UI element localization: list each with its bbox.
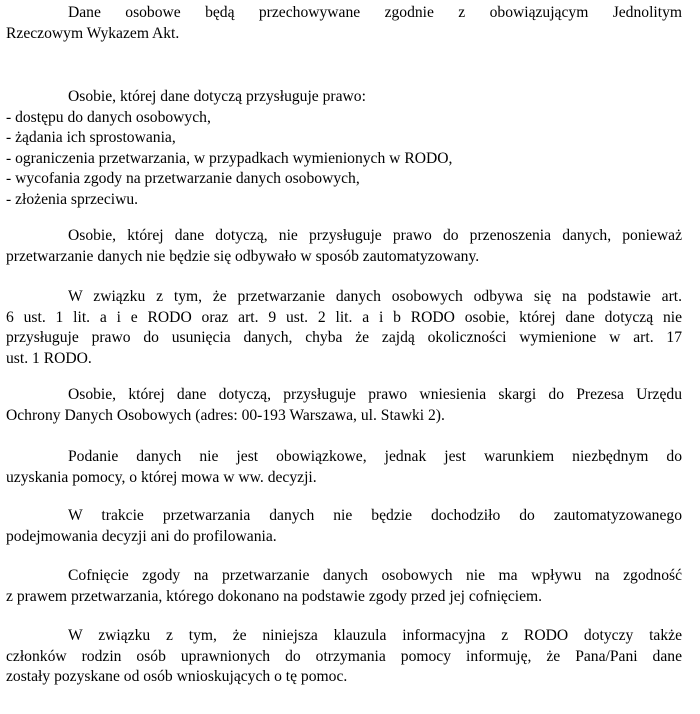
paragraph-line: z prawem przetwarzania, którego dokonano na podstawie zgody przed jej cofnięciem. — [6, 587, 543, 605]
paragraph-withdrawal — [6, 566, 682, 607]
paragraph-line: Ochrony Danych Osobowych (adres: 00-193 Warszawa, ul. Stawki 2). — [6, 406, 445, 424]
paragraph-portability — [6, 226, 682, 267]
paragraph-line: Dane osobowe będą przechowywane zgodnie z obowiązującym Jednolitym — [68, 4, 682, 21]
paragraph-line: członków rodzin osób uprawnionych do otrzymania pomocy informuję, że Pana/Pani dane — [6, 647, 682, 665]
rights-intro: Osobie, której dane dotyczą przysługuje prawo: — [68, 88, 366, 105]
paragraph-line: ust. 1 RODO. — [6, 349, 92, 367]
paragraph-rights — [6, 87, 682, 211]
paragraph-line: W związku z tym, że niniejsza klauzula informacyjna z RODO dotyczy także — [68, 627, 682, 644]
paragraph-line: uzyskania pomocy, o której mowa w ww. decyzji. — [6, 468, 317, 486]
list-item: - dostępu do danych osobowych, — [6, 108, 211, 126]
paragraph-line: Osobie, której dane dotyczą, nie przysługuje prawo do przenoszenia danych, ponieważ — [68, 227, 682, 244]
paragraph-obligation — [6, 447, 682, 488]
paragraph-line: Rzeczowym Wykazem Akt. — [6, 24, 180, 42]
paragraph-retention — [6, 3, 682, 44]
paragraph-profiling — [6, 506, 682, 547]
paragraph-line: Cofnięcie zgody na przetwarzanie danych osobowych nie ma wpływu na zgodność — [68, 567, 682, 584]
paragraph-line: podejmowania decyzji ani do profilowania. — [6, 527, 277, 545]
list-item: - żądania ich sprostowania, — [6, 129, 176, 147]
paragraph-family-members — [6, 626, 682, 688]
paragraph-complaint — [6, 385, 682, 426]
paragraph-line: przetwarzanie danych nie będzie się odbywało w sposób zautomatyzowany. — [6, 247, 480, 265]
paragraph-line: 6 ust. 1 lit. a i e RODO oraz art. 9 ust. 2 lit. a i b RODO osobie, której dane dotyczą nie — [6, 308, 682, 326]
paragraph-line: W związku z tym, że przetwarzanie danych osobowych odbywa się na podstawie art. — [68, 288, 682, 305]
list-item: - ograniczenia przetwarzania, w przypadkach wymienionych w RODO, — [6, 149, 453, 167]
paragraph-line: Osobie, której dane dotyczą, przysługuje prawo wniesienia skargi do Prezesa Urzędu — [68, 386, 682, 403]
rights-list — [6, 108, 682, 211]
paragraph-line: zostały pozyskane od osób wnioskujących o tę pomoc. — [6, 668, 348, 686]
list-item: - złożenia sprzeciwu. — [6, 190, 139, 208]
list-item: - wycofania zgody na przetwarzanie danych osobowych, — [6, 170, 360, 188]
paragraph-erasure — [6, 287, 682, 369]
paragraph-line: przysługuje prawo do usunięcia danych, chyba że zajdą okoliczności wymienione w art. 17 — [6, 329, 682, 347]
paragraph-line: W trakcie przetwarzania danych nie będzie dochodziło do zautomatyzowanego — [68, 507, 682, 524]
paragraph-line: Podanie danych nie jest obowiązkowe, jednak jest warunkiem niezbędnym do — [68, 448, 682, 465]
